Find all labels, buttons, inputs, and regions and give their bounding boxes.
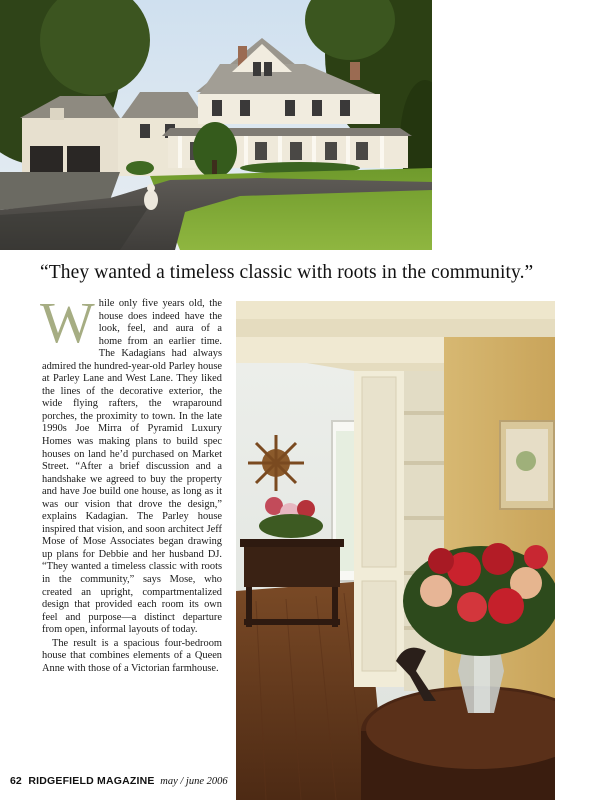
page-footer <box>10 774 228 788</box>
article-body <box>40 290 222 675</box>
pull-quote: “They wanted a timeless classic with roots in the community.” <box>40 262 534 283</box>
magazine-name: RIDGEFIELD MAGAZINE <box>28 775 155 787</box>
interior-foyer-photo <box>236 301 555 800</box>
issue-date: may / june 2006 <box>160 776 228 787</box>
drop-cap: W <box>40 290 95 355</box>
page-number: 62 <box>10 775 22 787</box>
article-paragraph: The result is a spacious four-bedroom house that combines elements of a Queen Anne with those of a Victorian farmhouse. <box>42 637 222 674</box>
house-exterior-photo <box>0 0 432 250</box>
article-paragraph: hile only five years old, the house does indeed have the look, feel, and aura of a home from an earlier time. The Kadagians had always admired the hundred-year-old Parley house at Parley Lane and West Lane. They liked the lines of the decorative exterior, the wide flying rafters, the wraparound porches, the proximity to town. In the late 1990s Joe Mirra of Pyramid Luxury Homes was making plans to build spec houses on land he’d purchased on Market Street. “After a brief discussion and a handshake we agreed to buy the property and have Joe build one house, as long as it was our vision that drove the design,” explains Kadagian. The Parley house inspired that vision, and soon architect Jeff Mose of Mose Associates began drawing up plans for Debbie and her husband DJ. “They wanted a timeless classic with roots in the community,” says Mose, who created an upright, compartmentalized design that provided each room its own feel and purpose—a distinct departure from open, informal layouts of today. <box>42 298 222 636</box>
